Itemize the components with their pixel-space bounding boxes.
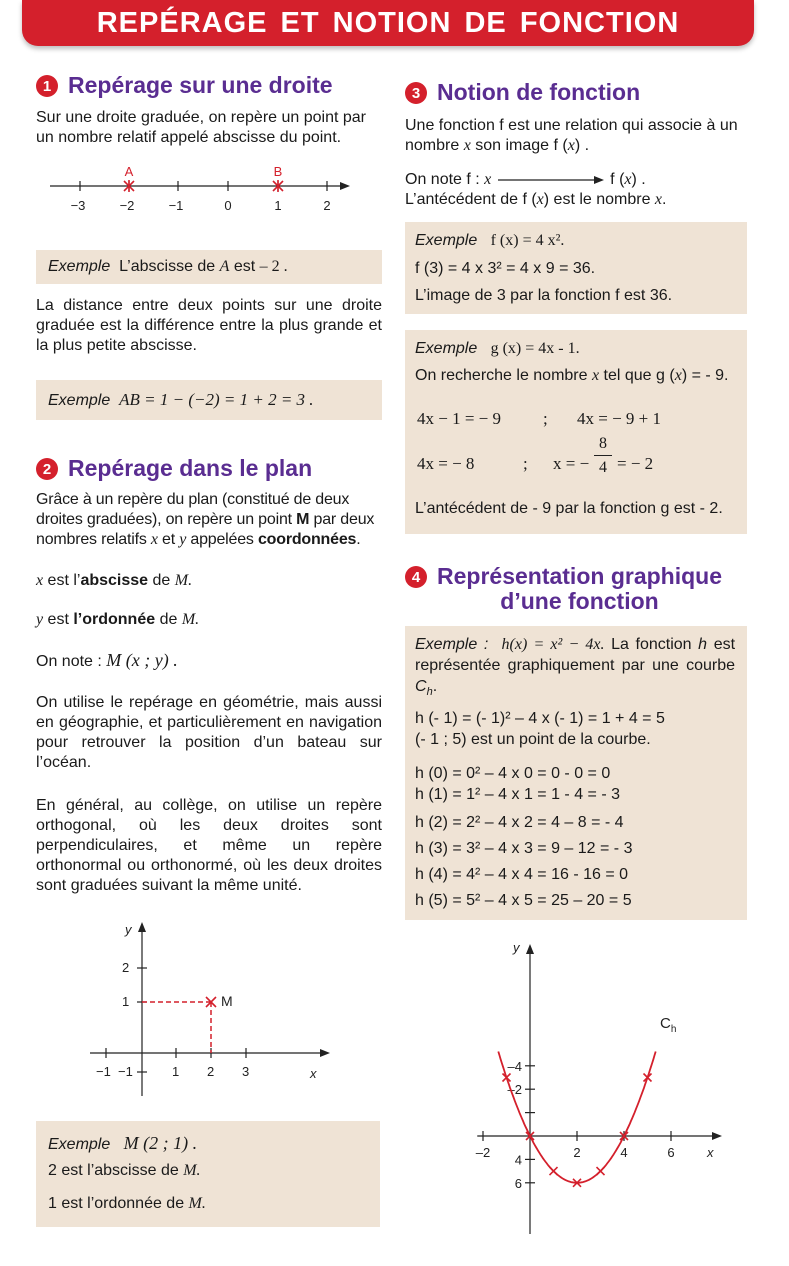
example-label: Exemple — [415, 232, 478, 249]
formula: AB = 1 − (−2) = 1 + 2 = 3 . — [119, 390, 314, 409]
text: On note : — [36, 653, 107, 670]
variable: x — [624, 171, 632, 188]
example-line: f (3) = 4 x 3² = 4 x 9 = 36. — [415, 260, 596, 277]
tick-label: 1 — [274, 198, 282, 213]
text: l’ordonnée — [73, 611, 156, 628]
tick-label: −1 — [96, 1064, 111, 1079]
example-box — [405, 626, 747, 920]
example-box — [36, 250, 382, 284]
y-tick-label: 4 — [514, 1152, 522, 1168]
formula: g (x) = 4x - 1. — [490, 340, 580, 357]
y-axis-arrow — [526, 944, 534, 954]
tick-label: 0 — [224, 198, 232, 213]
section-number: 2 — [36, 458, 58, 480]
curve-point-marker — [644, 1074, 652, 1082]
variable: x — [484, 171, 492, 188]
variable: y — [36, 611, 44, 628]
curve-label — [660, 1015, 676, 1035]
fraction-numerator: 8 — [599, 435, 607, 452]
variable: x — [674, 367, 682, 384]
y-tick-label: –2 — [507, 1082, 522, 1098]
function-graph — [420, 936, 730, 1246]
equation: x = − — [553, 454, 590, 473]
text: est — [43, 611, 74, 628]
text: On recherche le nombre — [415, 367, 592, 384]
text: de — [155, 611, 182, 628]
text: par deux nombres relatifs — [36, 511, 375, 548]
text: On note f : — [405, 171, 485, 188]
example-text — [48, 390, 314, 411]
paragraph: La distance entre deux points sur une droite graduée est la différence entre la plus grande et la plus petite abscisse. — [36, 297, 382, 354]
text: ) = - 9. — [681, 367, 729, 384]
text: f ( — [610, 171, 625, 188]
text: est l’ — [43, 572, 81, 589]
title-line: d’une fonction — [500, 588, 659, 614]
tick-label: 2 — [122, 960, 130, 975]
x-tick-label: 2 — [573, 1145, 581, 1160]
variable: M. — [188, 1195, 206, 1212]
notation-line — [405, 170, 646, 190]
x-tick-label: –2 — [475, 1145, 491, 1160]
point-a-label: A — [124, 164, 134, 179]
example-line — [415, 339, 580, 359]
paragraph — [405, 116, 753, 156]
variable: x — [536, 191, 544, 208]
fraction-denominator: 4 — [599, 459, 607, 476]
text: La fonction — [604, 636, 699, 653]
variable: x — [463, 137, 471, 154]
x-axis-label: x — [707, 1145, 714, 1160]
text: coordonnées — [257, 531, 357, 548]
variable: y — [179, 531, 187, 548]
variable: M. — [174, 572, 193, 589]
formula: f (x) = 4 x². — [490, 232, 565, 249]
text: . — [356, 531, 361, 548]
equation: 4x = − 8 — [417, 454, 475, 473]
example-box — [405, 222, 747, 314]
tick-label: 1 — [122, 994, 130, 1009]
text: est représentée graphiquement par une courbe — [415, 636, 736, 674]
title-line: Représentation graphique — [437, 563, 722, 589]
text: de — [148, 572, 175, 589]
section-title: Repérage sur une droite — [68, 72, 333, 98]
section-title — [437, 564, 722, 614]
section-number: 4 — [405, 566, 427, 588]
computation-line: (- 1 ; 5) est un point de la courbe. — [415, 731, 651, 748]
example-line — [48, 1133, 197, 1155]
computation-line: h (3) = 3² – 4 x 3 = 9 – 12 = - 3 — [415, 840, 633, 857]
tick-label: 2 — [323, 198, 331, 213]
variable: x — [150, 531, 158, 548]
text: ) est le nombre — [543, 191, 655, 208]
text: Grâce à un repère du plan (constitué de deux droites graduées), on repère un point — [36, 491, 350, 528]
text: . — [662, 191, 667, 208]
formula: M (2 ; 1) . — [123, 1133, 198, 1153]
x-tick-label: 4 — [620, 1145, 628, 1160]
tick-label: 3 — [242, 1064, 250, 1079]
section-1-heading — [36, 73, 333, 98]
fraction-bar — [594, 455, 612, 456]
variable: x — [591, 367, 600, 384]
antecedent-line — [405, 190, 666, 210]
paragraph — [36, 490, 382, 550]
subscript: h — [426, 686, 433, 699]
example-text — [48, 257, 288, 277]
text: M — [296, 511, 310, 528]
computation-line: h (2) = 2² – 4 x 2 = 4 – 8 = - 4 — [415, 814, 624, 831]
y-axis-label: y — [125, 922, 132, 937]
y-tick-label: 6 — [514, 1175, 522, 1191]
text: 1 est l’ordonnée de — [48, 1195, 189, 1212]
example-line — [48, 1194, 206, 1214]
text: L’antécédent de f ( — [405, 191, 537, 208]
example-box — [36, 1121, 380, 1227]
example-intro — [415, 634, 735, 703]
tick-label: −3 — [70, 198, 86, 213]
number-line — [40, 160, 360, 220]
example-line — [48, 1161, 201, 1181]
text: . — [432, 678, 438, 695]
text: et — [157, 531, 180, 548]
text: 2 est l’abscisse de — [48, 1162, 184, 1179]
formula: h(x) = x² − 4x. — [501, 636, 605, 653]
example-label: Exemple — [48, 392, 111, 409]
section-title: Notion de fonction — [437, 79, 641, 105]
computation-line: h (5) = 5² – 4 x 5 = 25 – 20 = 5 — [415, 892, 632, 909]
text: L’abscisse de — [119, 258, 220, 275]
curve-name: C — [660, 1015, 671, 1032]
curve-subscript: h — [670, 1024, 677, 1035]
coordinate-plane — [80, 918, 340, 1103]
page-banner: REPÉRAGE ET NOTION DE FONCTION — [22, 0, 754, 46]
y-axis-label: y — [513, 940, 520, 955]
text: est — [229, 258, 260, 275]
paragraph: Sur une droite graduée, on repère un point par un nombre relatif appelé abscisse du point. — [36, 109, 367, 146]
y-tick-label: –4 — [507, 1058, 522, 1074]
tick-label: −2 — [119, 198, 135, 213]
equation: 4x = − 9 + 1 — [577, 409, 662, 428]
example-box — [36, 380, 382, 420]
curve-point-marker — [550, 1167, 558, 1175]
x-tick-label: 6 — [667, 1145, 675, 1160]
text: abscisse — [80, 572, 149, 589]
curve-points — [503, 1074, 652, 1187]
section-number: 1 — [36, 75, 58, 97]
value: – 2 . — [259, 258, 288, 275]
variable: x — [654, 191, 663, 208]
section-4-heading — [405, 564, 722, 614]
separator: ; — [543, 409, 548, 428]
tick-label: −1 — [168, 198, 184, 213]
example-label: Exemple — [48, 258, 111, 275]
variable: M. — [181, 611, 200, 628]
point-b-label: B — [273, 164, 283, 179]
example-label: Exemple : — [415, 636, 489, 653]
tick-label: 2 — [207, 1064, 215, 1079]
text: Une fonction f est une relation qui associe à un nombre — [405, 117, 738, 154]
text: son image f ( — [470, 137, 568, 154]
example-line: L’image de 3 par la fonction f est 36. — [415, 287, 673, 304]
separator: ; — [523, 454, 528, 473]
text: appelées — [186, 531, 258, 548]
example-label: Exemple — [48, 1136, 111, 1153]
section-title: Repérage dans le plan — [68, 455, 313, 481]
variable: C — [415, 678, 427, 695]
formula: M (x ; y) . — [106, 650, 178, 670]
equation: = − 2 — [617, 454, 654, 473]
example-line: L’antécédent de - 9 par la fonction g est - 2. — [415, 500, 723, 517]
curve-point-marker — [503, 1074, 511, 1082]
notation-line — [36, 650, 178, 672]
section-2-heading — [36, 456, 312, 481]
computation-line: h (- 1) = (- 1)² – 4 x (- 1) = 1 + 4 = 5 — [415, 710, 665, 727]
tick-label: −1 — [118, 1064, 133, 1079]
equation: 4x − 1 = − 9 — [417, 409, 502, 428]
variable: x — [36, 572, 44, 589]
tick-label: 1 — [172, 1064, 180, 1079]
section-number: 3 — [405, 82, 427, 104]
text: ) . — [574, 137, 590, 154]
paragraph: En général, au collège, on utilise un repère orthogonal, où les deux droites sont perpendiculaires, et même un repère orthonormal ou orthonormé, où les deux droites sont graduées suivant la même unité. — [36, 797, 382, 894]
example-line — [415, 231, 564, 251]
variable: A — [219, 258, 230, 275]
x-axis-label: x — [310, 1066, 317, 1081]
abscissa-line — [36, 571, 192, 591]
example-box — [405, 330, 747, 534]
example-label: Exemple — [415, 340, 478, 357]
point-m-label: M — [221, 993, 233, 1009]
x-axis-arrow — [712, 1132, 722, 1140]
example-line — [415, 366, 729, 386]
section-3-heading — [405, 80, 640, 105]
variable: h — [698, 636, 708, 653]
paragraph: On utilise le repérage en géométrie, mais aussi en géographie, et particulièrement en navigation pour retrouver la position d’un bateau sur l’océan. — [36, 694, 382, 771]
computation-line: h (0) = 0² – 4 x 0 = 0 - 0 = 0 — [415, 765, 611, 782]
variable: M. — [183, 1162, 201, 1179]
text: tel que g ( — [599, 367, 675, 384]
computation-line: h (4) = 4² – 4 x 4 = 16 - 16 = 0 — [415, 866, 629, 883]
variable: x — [567, 137, 575, 154]
computation-line: h (1) = 1² – 4 x 1 = 1 - 4 = - 3 — [415, 786, 620, 803]
arrow-icon — [496, 174, 606, 186]
ordinate-line — [36, 610, 199, 630]
text: ) . — [631, 171, 646, 188]
curve-point-marker — [597, 1167, 605, 1175]
